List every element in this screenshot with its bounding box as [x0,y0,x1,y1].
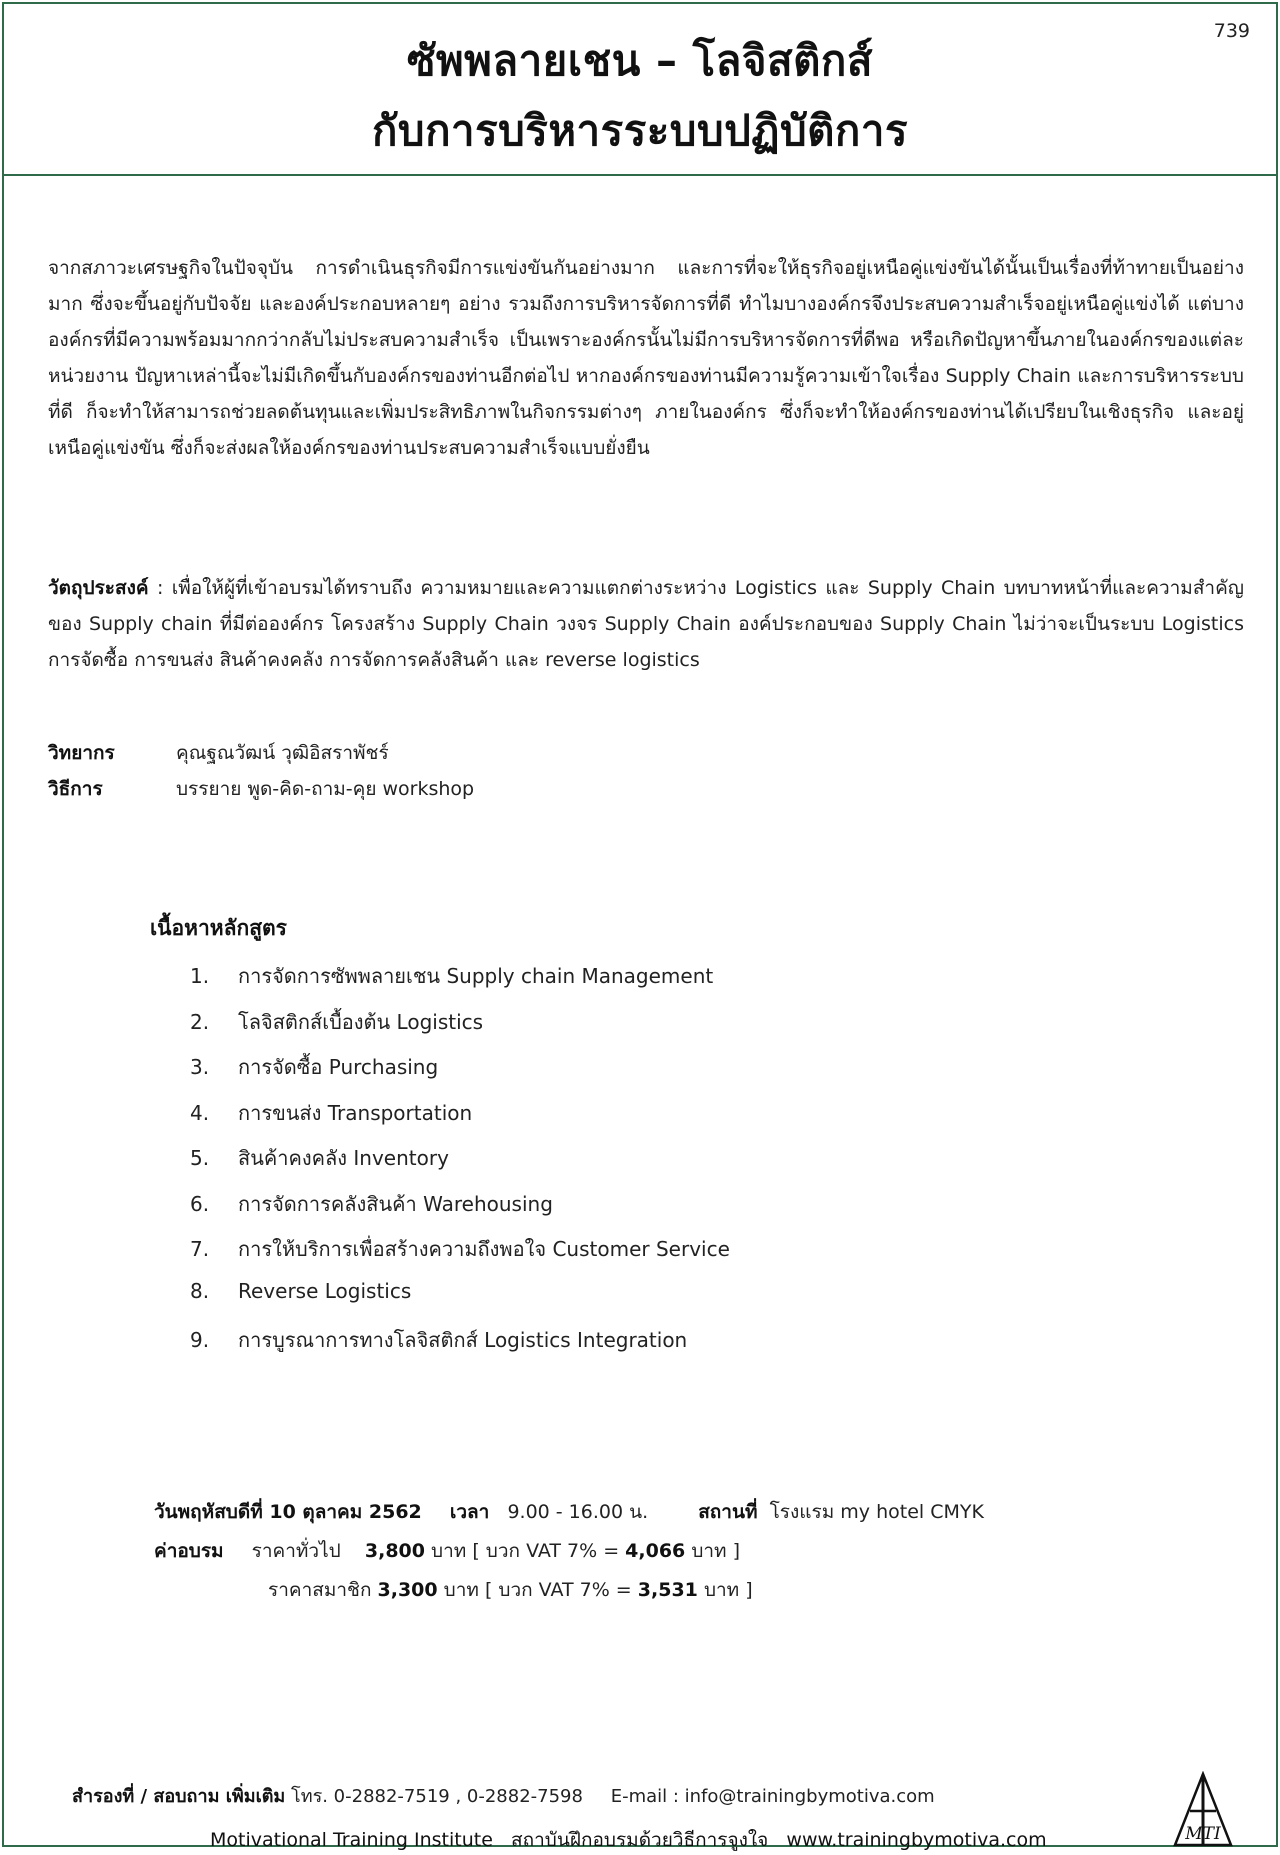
footer-thai-name: สถาบันฝึกอบรมด้วยวิธีการจูงใจ [511,1829,769,1851]
fee-member-row [268,1575,753,1605]
title-line-1: ซัพพลายเชน – โลจิสติกส์ [406,36,873,85]
objective-text: : เพื่อให้ผู้ที่เข้าอบรมได้ทราบถึง ความหมายและความแตกต่างระหว่าง Logistics และ Supply Chain บทบาทหน้าที่และความสำคัญ ของ Supply chain ที่มีต่อองค์กร โครงสร้าง Supply Chain วงจร Supply Chain องค์ประกอบของ Supply Chain ไม่ว่าจะเป็นระบบ Logistics การจัดซื้อ การขนส่ง สินค้าคงคลัง การจัดการคลังสินค้า และ reverse logistics [48,577,1244,671]
venue-label: สถานที่ [698,1501,758,1523]
member-vat-prefix: บาท [ บวก VAT 7% = [443,1579,632,1601]
curriculum-item: 7. การให้บริการเพื่อสร้างความถึงพอใจ Customer Service [190,1237,730,1261]
curriculum-item: 2. โลจิสติกส์เบื้องต้น Logistics [190,1009,484,1034]
contact-line [72,1781,935,1810]
contact-phone: โทร. 0-2882-7519 , 0-2882-7598 [291,1786,583,1807]
curriculum-item: 3. การจัดซื้อ Purchasing [190,1055,439,1079]
footer-line [210,1825,1047,1855]
lecturer-value: คุณฐณวัฒน์ วุฒิอิสราพัชร์ [176,742,389,764]
contact-email[interactable]: E-mail : info@trainingbymotiva.com [610,1786,935,1807]
curriculum-item: 8. Reverse Logistics [190,1278,412,1303]
footer-website[interactable]: www.trainingbymotiva.com [786,1829,1047,1851]
general-vat-prefix: [ บวก VAT 7% = [472,1540,620,1562]
member-vat-suffix: บาท ] [703,1579,753,1601]
objective-label: วัตถุประสงค์ [48,577,149,599]
curriculum-item: 6. การจัดการคลังสินค้า Warehousing [190,1191,553,1216]
schedule-date: วันพฤหัสบดีที่ 10 ตุลาคม 2562 [154,1501,422,1523]
curriculum-item: 5. สินค้าคงคลัง Inventory [190,1146,449,1170]
general-price: 3,800 [364,1540,425,1562]
curriculum-item: 1. การจัดการซัพพลายเชน Supply chain Management [190,964,714,988]
general-vat-suffix: บาท ] [691,1540,741,1562]
schedule-date-row [154,1497,984,1527]
lecturer-label: วิทยากร [48,742,115,764]
mti-logo-icon [1170,1771,1236,1849]
time-label: เวลา [449,1501,490,1523]
contact-label: สำรองที่ / สอบถาม เพิ่มเติม [72,1786,286,1807]
member-price: 3,300 [377,1579,438,1601]
method-value: บรรยาย พูด-คิด-ถาม-คุย workshop [176,778,475,800]
fee-label: ค่าอบรม [154,1540,224,1562]
member-price-label: ราคาสมาชิก [268,1579,372,1601]
page-number: 739 [1213,20,1250,42]
curriculum-item: 9. การบูรณาการทางโลจิสติกส์ Logistics Integration [190,1328,688,1352]
time-value: 9.00 - 16.00 น. [507,1501,649,1523]
curriculum-list [190,960,730,1370]
venue-value: โรงแรม my hotel CMYK [769,1501,984,1523]
curriculum-item: 4. การขนส่ง Transportation [190,1100,473,1125]
curriculum-heading: เนื้อหาหลักสูตร [150,916,287,940]
member-total: 3,531 [637,1579,698,1601]
general-price-label: ราคาทั่วไป [251,1540,341,1562]
title-line-2: กับการบริหารระบบปฏิบัติการ [371,106,908,155]
method-label: วิธีการ [48,778,103,800]
general-total: 4,066 [625,1540,686,1562]
intro-paragraph: จากสภาวะเศรษฐกิจในปัจจุบัน การดำเนินธุรกิจมีการแข่งขันกันอย่างมาก และการที่จะให้ธุรกิจอยู่เหนือคู่แข่งขันได้นั้นเป็นเรื่องที่ท้าทายเป็นอย่างมาก ซึ่งจะขึ้นอยู่กับปัจจัย และองค์ประกอบหลายๆ อย่าง รวมถึงการบริหารจัดการที่ดี ทำไมบางองค์กรจึงประสบความสำเร็จอยู่เหนือคู่แข่งได้ แต่บางองค์กรที่มีความพร้อมมากกว่ากลับไม่ประสบความสำเร็จ เป็นเพราะองค์กรนั้นไม่มีการบริหารจัดการที่ดีพอ หรือเกิดปัญหาขึ้นภายในองค์กรของแต่ละหน่วยงาน ปัญหาเหล่านี้จะไม่มีเกิดขึ้นกับองค์กรของท่านอีกต่อไป หากองค์กรของท่านมีความรู้ความเข้าใจเรื่อง Supply Chain และการบริหารระบบที่ดี ก็จะทำให้สามารถช่วยลดต้นทุนและเพิ่มประสิทธิภาพในกิจกรรมต่างๆ ภายในองค์กร ซึ่งก็จะทำให้องค์กรของท่านได้เปรียบในเชิงธุรกิจ และอยู่เหนือคู่แข่งขัน ซึ่งก็จะส่งผลให้องค์กรของท่านประสบความสำเร็จแบบยั่งยืน [48,257,1244,459]
fee-general-row [154,1536,740,1566]
baht-unit: บาท [431,1540,467,1562]
svg-text:MTI: MTI [1185,1824,1221,1844]
document-page [2,2,1278,1851]
title-header [4,4,1276,176]
footer-org: Motivational Training Institute [210,1829,493,1851]
objective-paragraph [48,570,1244,678]
